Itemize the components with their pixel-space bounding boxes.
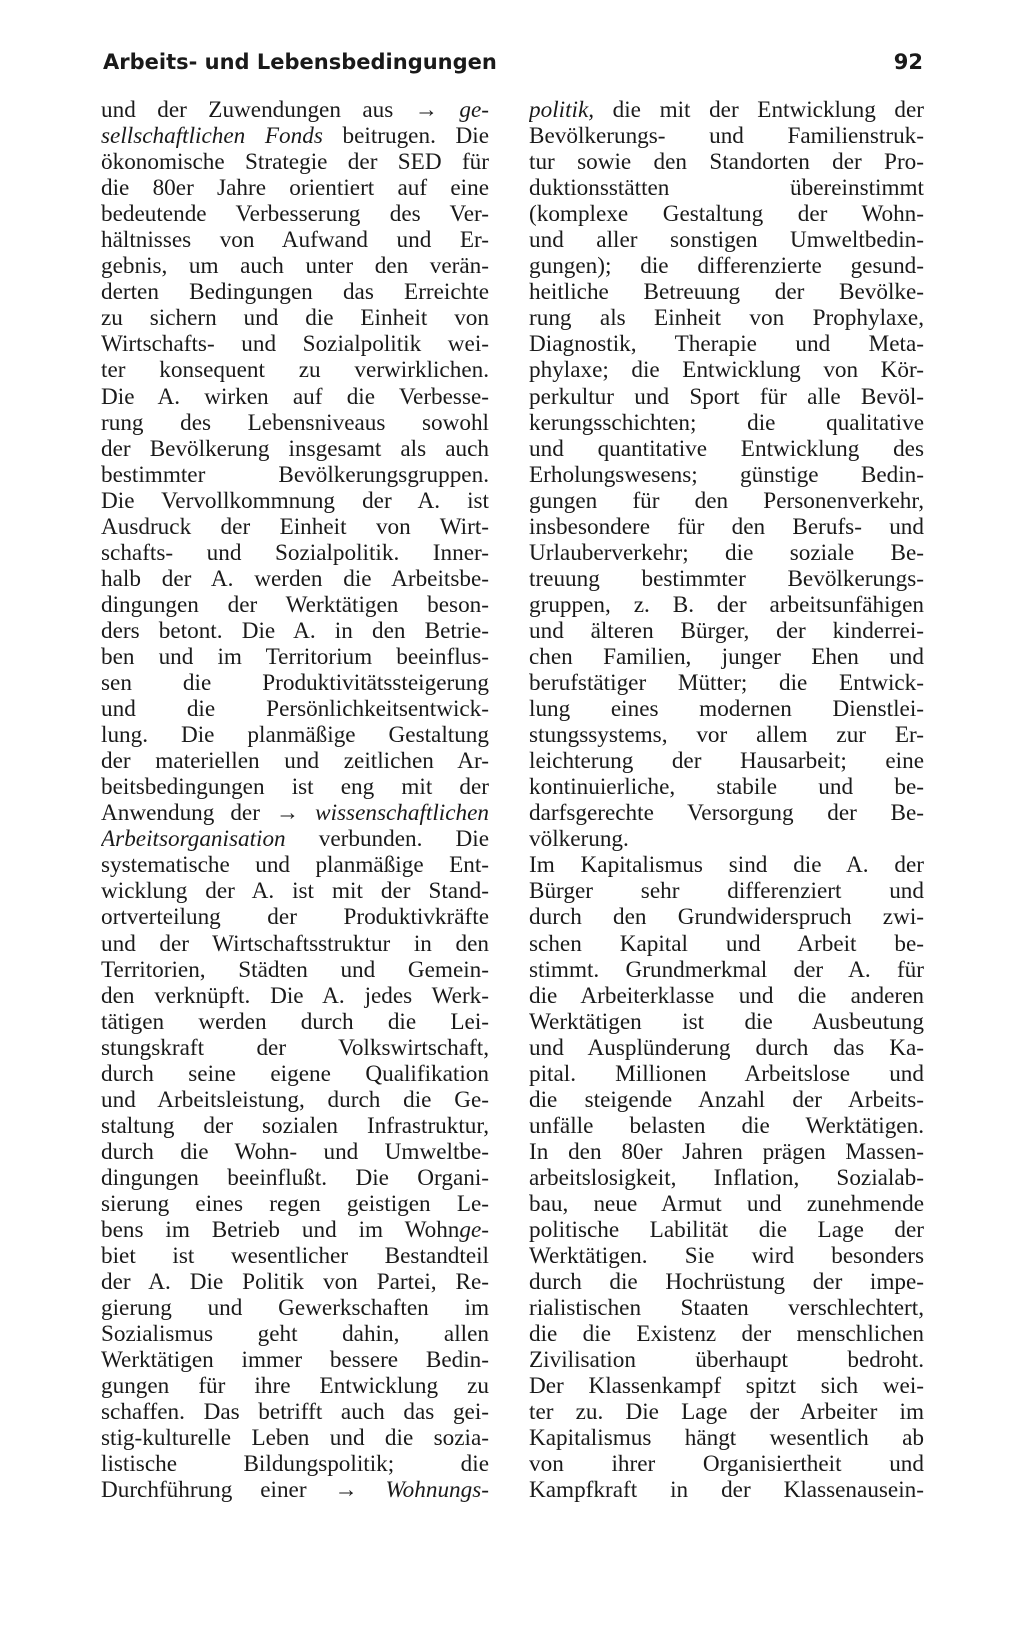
running-head: Arbeits- und Lebensbedingungen bbox=[103, 50, 497, 74]
text-line: bestimmter Bevölkerungsgruppen. bbox=[101, 461, 489, 488]
text-line: Erholungswesens; günstige Bedin- bbox=[529, 461, 924, 488]
text-line: Die Vervollkommnung der A. ist bbox=[101, 487, 489, 514]
text-line: schafts- und Sozialpolitik. Inner- bbox=[101, 539, 489, 566]
text-line: Der Klassenkampf spitzt sich wei- bbox=[529, 1373, 924, 1400]
text-line: Diagnostik, Therapie und Meta- bbox=[529, 331, 924, 358]
text-line: ders betont. Die A. in den Betrie- bbox=[101, 617, 489, 644]
text-line: und der Wirtschaftsstruktur in den bbox=[101, 930, 489, 957]
text-line: Werktätigen ist die Ausbeutung bbox=[529, 1008, 924, 1035]
text-line: Zivilisation überhaupt bedroht. bbox=[529, 1347, 924, 1374]
text-line: sellschaftlichen Fonds beitrugen. Die bbox=[101, 123, 489, 150]
text-line: unfälle belasten die Werktätigen. bbox=[529, 1112, 924, 1139]
text-line: Werktätigen immer bessere Bedin- bbox=[101, 1347, 489, 1374]
text-line: kerungsschichten; die qualitative bbox=[529, 409, 924, 436]
text-line: gungen für ihre Entwicklung zu bbox=[101, 1373, 489, 1400]
text-line: der materiellen und zeitlichen Ar- bbox=[101, 748, 489, 775]
text-line: biet ist wesentlicher Bestandteil bbox=[101, 1243, 489, 1270]
text-line: Urlauberverkehr; die soziale Be- bbox=[529, 539, 924, 566]
text-line: sen die Produktivitätssteigerung bbox=[101, 670, 489, 697]
text-line: und Ausplünderung durch das Ka- bbox=[529, 1034, 924, 1061]
text-line: der Bevölkerung insgesamt als auch bbox=[101, 435, 489, 462]
text-line: sierung eines regen geistigen Le- bbox=[101, 1190, 489, 1217]
text-line: dingungen der Werktätigen beson- bbox=[101, 591, 489, 618]
text-line: heitliche Betreuung der Bevölke- bbox=[529, 279, 924, 306]
text-line: wicklung der A. ist mit der Stand- bbox=[101, 878, 489, 905]
text-line: die Arbeiterklasse und die anderen bbox=[529, 982, 924, 1009]
text-line: ter konsequent zu verwirklichen. bbox=[101, 357, 489, 384]
text-line: tätigen werden durch die Lei- bbox=[101, 1008, 489, 1035]
text-line: berufstätiger Mütter; die Entwick- bbox=[529, 670, 924, 697]
text-line: durch die Hochrüstung der impe- bbox=[529, 1269, 924, 1296]
text-line: ortverteilung der Produktivkräfte bbox=[101, 904, 489, 931]
text-line: lung. Die planmäßige Gestaltung bbox=[101, 722, 489, 749]
text-line: stungskraft der Volkswirtschaft, bbox=[101, 1034, 489, 1061]
text-line: listische Bildungspolitik; die bbox=[101, 1451, 489, 1478]
text-line: beitsbedingungen ist eng mit der bbox=[101, 774, 489, 801]
text-line: In den 80er Jahren prägen Massen- bbox=[529, 1138, 924, 1165]
text-line: Sozialismus geht dahin, allen bbox=[101, 1321, 489, 1348]
text-line: die 80er Jahre orientiert auf eine bbox=[101, 175, 489, 202]
text-line: die steigende Anzahl der Arbeits- bbox=[529, 1086, 924, 1113]
text-line: dingungen beeinflußt. Die Organi- bbox=[101, 1164, 489, 1191]
text-line: derten Bedingungen das Erreichte bbox=[101, 279, 489, 306]
text-line: leichterung der Hausarbeit; eine bbox=[529, 748, 924, 775]
text-line: Arbeitsorganisation verbunden. Die bbox=[101, 826, 489, 853]
text-line: und Arbeitsleistung, durch die Ge- bbox=[101, 1086, 489, 1113]
text-line: arbeitslosigkeit, Inflation, Sozialab- bbox=[529, 1164, 924, 1191]
text-line: und der Zuwendungen aus → ge- bbox=[101, 97, 489, 123]
text-line: zu sichern und die Einheit von bbox=[101, 305, 489, 332]
text-line: Kapitalismus hängt wesentlich ab bbox=[529, 1425, 924, 1452]
text-line: den verknüpft. Die A. jedes Werk- bbox=[101, 982, 489, 1009]
text-line: Durchführung einer → Wohnungs- bbox=[101, 1477, 489, 1504]
text-line: stig-kulturelle Leben und die sozia- bbox=[101, 1425, 489, 1452]
text-line: die die Existenz der menschlichen bbox=[529, 1321, 924, 1348]
text-line: pital. Millionen Arbeitslose und bbox=[529, 1060, 924, 1087]
text-line: gebnis, um auch unter den verän- bbox=[101, 253, 489, 280]
text-line: gungen für den Personenverkehr, bbox=[529, 487, 924, 514]
text-line: stungssystems, vor allem zur Er- bbox=[529, 722, 924, 749]
text-line: insbesondere für den Berufs- und bbox=[529, 513, 924, 540]
text-line: ter zu. Die Lage der Arbeiter im bbox=[529, 1399, 924, 1426]
text-line: der A. Die Politik von Partei, Re- bbox=[101, 1269, 489, 1296]
text-line: Im Kapitalismus sind die A. der bbox=[529, 852, 924, 879]
text-line: halb der A. werden die Arbeitsbe- bbox=[101, 565, 489, 592]
text-line: phylaxe; die Entwicklung von Kör- bbox=[529, 357, 924, 384]
text-line: und aller sonstigen Umweltbedin- bbox=[529, 227, 924, 254]
text-line: rung als Einheit von Prophylaxe, bbox=[529, 305, 924, 332]
text-line: und die Persönlichkeitsentwick- bbox=[101, 696, 489, 723]
page-number: 92 bbox=[893, 50, 923, 74]
text-line: Territorien, Städten und Gemein- bbox=[101, 956, 489, 983]
text-line: und älteren Bürger, der kinderrei- bbox=[529, 617, 924, 644]
text-line: gruppen, z. B. der arbeitsunfähigen bbox=[529, 591, 924, 618]
text-line: Wirtschafts- und Sozialpolitik wei- bbox=[101, 331, 489, 358]
text-line: kontinuierliche, stabile und be- bbox=[529, 774, 924, 801]
text-line: gierung und Gewerkschaften im bbox=[101, 1295, 489, 1322]
text-line: rialistischen Staaten verschlechtert, bbox=[529, 1295, 924, 1322]
text-line: völkerung. bbox=[529, 826, 629, 853]
text-line: bens im Betrieb und im Wohnge- bbox=[101, 1217, 489, 1244]
text-line: (komplexe Gestaltung der Wohn- bbox=[529, 201, 924, 228]
text-line: darfsgerechte Versorgung der Be- bbox=[529, 800, 924, 827]
text-line: tur sowie den Standorten der Pro- bbox=[529, 149, 924, 176]
text-line: hältnisses von Aufwand und Er- bbox=[101, 227, 489, 254]
text-line: lung eines modernen Dienstlei- bbox=[529, 696, 924, 723]
text-line: systematische und planmäßige Ent- bbox=[101, 852, 489, 879]
text-line: durch seine eigene Qualifikation bbox=[101, 1060, 489, 1087]
text-line: duktionsstätten übereinstimmt bbox=[529, 175, 924, 202]
text-line: gungen); die differenzierte gesund- bbox=[529, 253, 924, 280]
text-line: Ausdruck der Einheit von Wirt- bbox=[101, 513, 489, 540]
text-column-left bbox=[101, 97, 489, 1504]
text-line: Die A. wirken auf die Verbesse- bbox=[101, 383, 489, 410]
text-line: Werktätigen. Sie wird besonders bbox=[529, 1243, 924, 1270]
text-line: Kampfkraft in der Klassenausein- bbox=[529, 1477, 924, 1504]
text-line: bau, neue Armut und zunehmende bbox=[529, 1190, 924, 1217]
text-line: treuung bestimmter Bevölkerungs- bbox=[529, 565, 924, 592]
text-line: politische Labilität die Lage der bbox=[529, 1217, 924, 1244]
text-line: von ihrer Organisiertheit und bbox=[529, 1451, 924, 1478]
text-line: politik, die mit der Entwicklung der bbox=[529, 97, 924, 123]
text-column-right bbox=[529, 97, 924, 1504]
text-line: chen Familien, junger Ehen und bbox=[529, 643, 924, 670]
text-line: bedeutende Verbesserung des Ver- bbox=[101, 201, 489, 228]
text-line: durch die Wohn- und Umweltbe- bbox=[101, 1138, 489, 1165]
text-line: schen Kapital und Arbeit be- bbox=[529, 930, 924, 957]
text-line: schaffen. Das betrifft auch das gei- bbox=[101, 1399, 489, 1426]
text-line: staltung der sozialen Infrastruktur, bbox=[101, 1112, 489, 1139]
page-header bbox=[103, 44, 923, 84]
text-line: durch den Grundwiderspruch zwi- bbox=[529, 904, 924, 931]
text-line: und quantitative Entwicklung des bbox=[529, 435, 924, 462]
text-line: ökonomische Strategie der SED für bbox=[101, 149, 489, 176]
text-line: Bürger sehr differenziert und bbox=[529, 878, 924, 905]
text-line: perkultur und Sport für alle Bevöl- bbox=[529, 383, 924, 410]
text-line: rung des Lebensniveaus sowohl bbox=[101, 409, 489, 436]
text-line: Anwendung der → wissenschaftlichen bbox=[101, 800, 489, 827]
text-line: stimmt. Grundmerkmal der A. für bbox=[529, 956, 924, 983]
text-line: Bevölkerungs- und Familienstruk- bbox=[529, 123, 924, 150]
text-line: ben und im Territorium beeinflus- bbox=[101, 643, 489, 670]
